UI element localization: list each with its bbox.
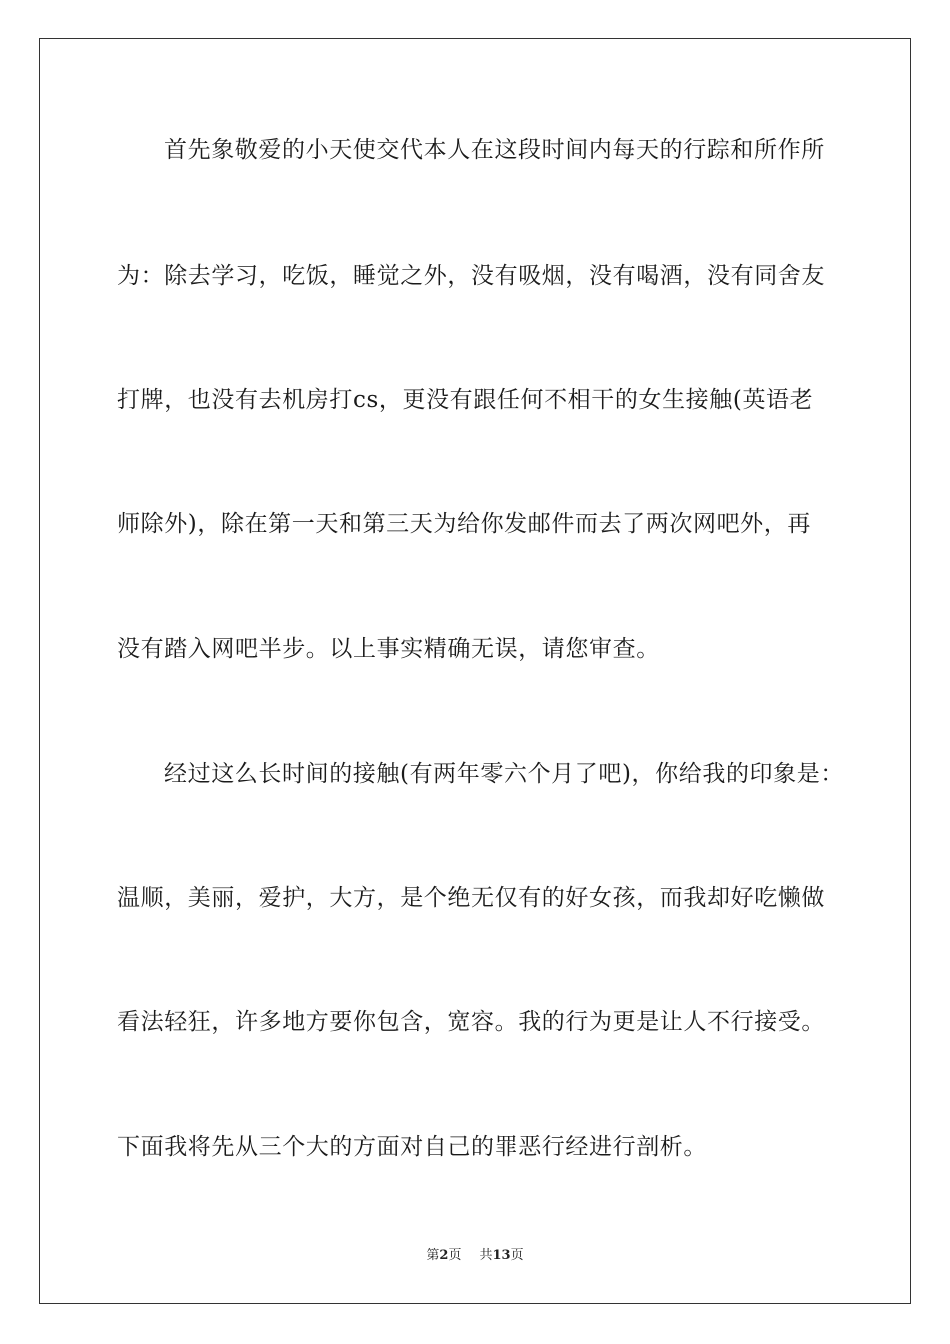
footer-page-suffix: 页 (448, 1248, 462, 1263)
paragraph-line-9: 下面我将先从三个大的方面对自己的罪恶行经进行剖析。 (117, 1134, 707, 1160)
paragraph-line-5: 没有踏入网吧半步。以上事实精确无误，请您审查。 (117, 636, 660, 662)
page-footer (0, 1247, 950, 1265)
page-border (39, 38, 911, 1304)
paragraph-line-1: 首先象敬爱的小天使交代本人在这段时间内每天的行踪和所作所 (164, 137, 825, 163)
paragraph-line-6: 经过这么长时间的接触(有两年零六个月了吧)，你给我的印象是： (164, 761, 844, 787)
paragraph-line-7: 温顺，美丽，爱护，大方，是个绝无仅有的好女孩，而我却好吃懒做 (117, 885, 825, 911)
footer-page-prefix: 第 (426, 1248, 440, 1263)
paragraph-line-8: 看法轻狂，许多地方要你包含，宽容。我的行为更是让人不行接受。 (117, 1009, 825, 1035)
paragraph-line-4: 师除外)，除在第一天和第三天为给你发邮件而去了两次网吧外，再 (117, 511, 811, 537)
footer-page-number: 2 (439, 1248, 449, 1263)
footer-total-number: 13 (492, 1248, 511, 1263)
footer-total-suffix: 页 (510, 1248, 524, 1263)
footer-total-prefix: 共 (479, 1248, 493, 1263)
paragraph-line-3: 打牌，也没有去机房打cs，更没有跟任何不相干的女生接触(英语老 (117, 387, 814, 413)
paragraph-line-2: 为：除去学习，吃饭，睡觉之外，没有吸烟，没有喝酒，没有同舍友 (117, 263, 825, 289)
